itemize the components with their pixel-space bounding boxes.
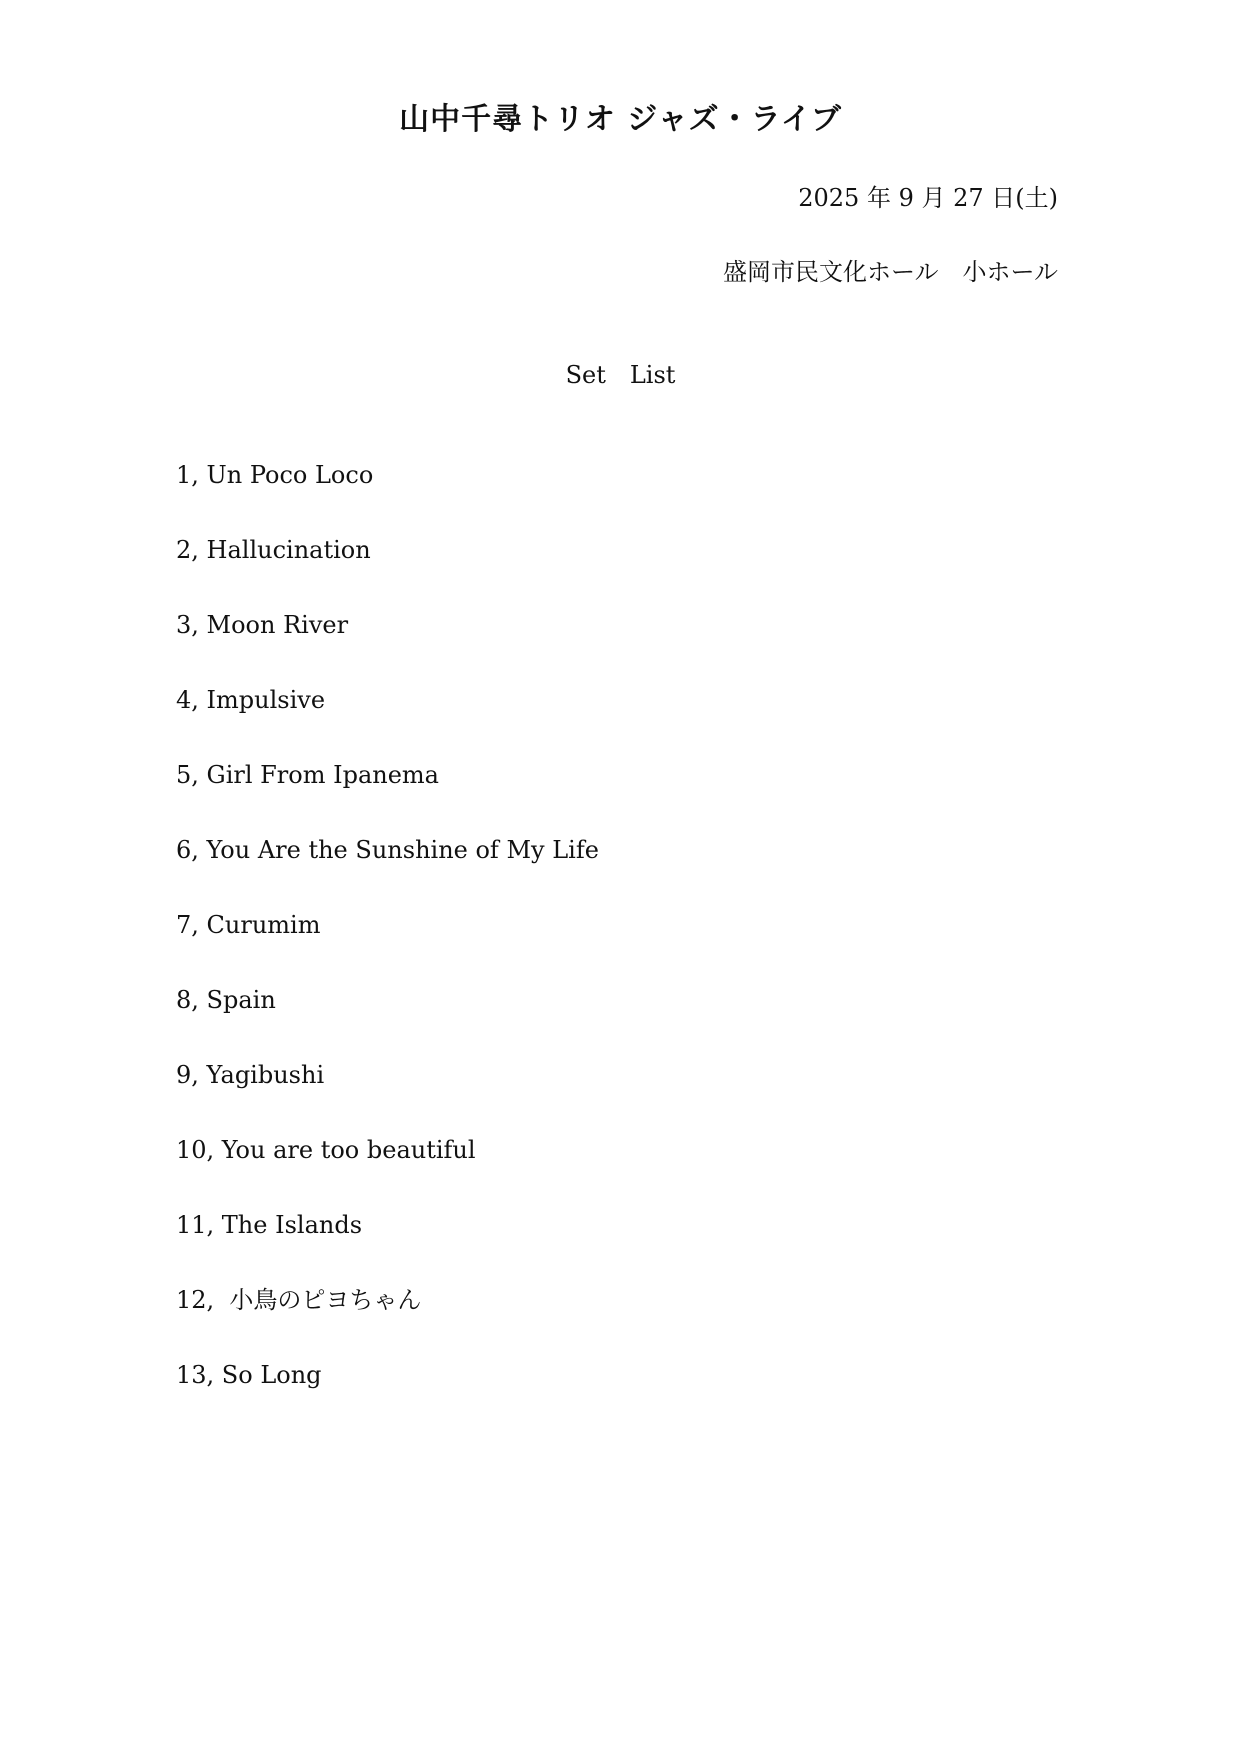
- event-venue: 盛岡市民文化ホール 小ホール: [722, 258, 1058, 286]
- setlist-item: 12, 小鳥のピヨちゃん: [176, 1286, 422, 1314]
- setlist-item: 9, Yagibushi: [176, 1061, 325, 1089]
- setlist-heading: Set List: [565, 361, 676, 389]
- setlist-item: 7, Curumim: [176, 911, 321, 939]
- setlist-item: 1, Un Poco Loco: [176, 461, 374, 489]
- page-title: 山中千尋トリオ ジャズ・ライブ: [399, 102, 842, 137]
- setlist-item: 2, Hallucination: [176, 536, 371, 564]
- setlist-item: 13, So Long: [176, 1361, 322, 1389]
- setlist-item: 8, Spain: [176, 986, 276, 1014]
- setlist-item: 3, Moon River: [176, 611, 349, 639]
- event-date: 2025 年 9 月 27 日(土): [798, 184, 1058, 212]
- setlist-item: 11, The Islands: [176, 1211, 363, 1239]
- setlist-item: 5, Girl From Ipanema: [176, 761, 439, 789]
- setlist-item: 4, Impulsive: [176, 686, 326, 714]
- setlist-item: 6, You Are the Sunshine of My Life: [176, 836, 599, 864]
- setlist-item: 10, You are too beautiful: [176, 1136, 476, 1164]
- setlist: [176, 459, 599, 1434]
